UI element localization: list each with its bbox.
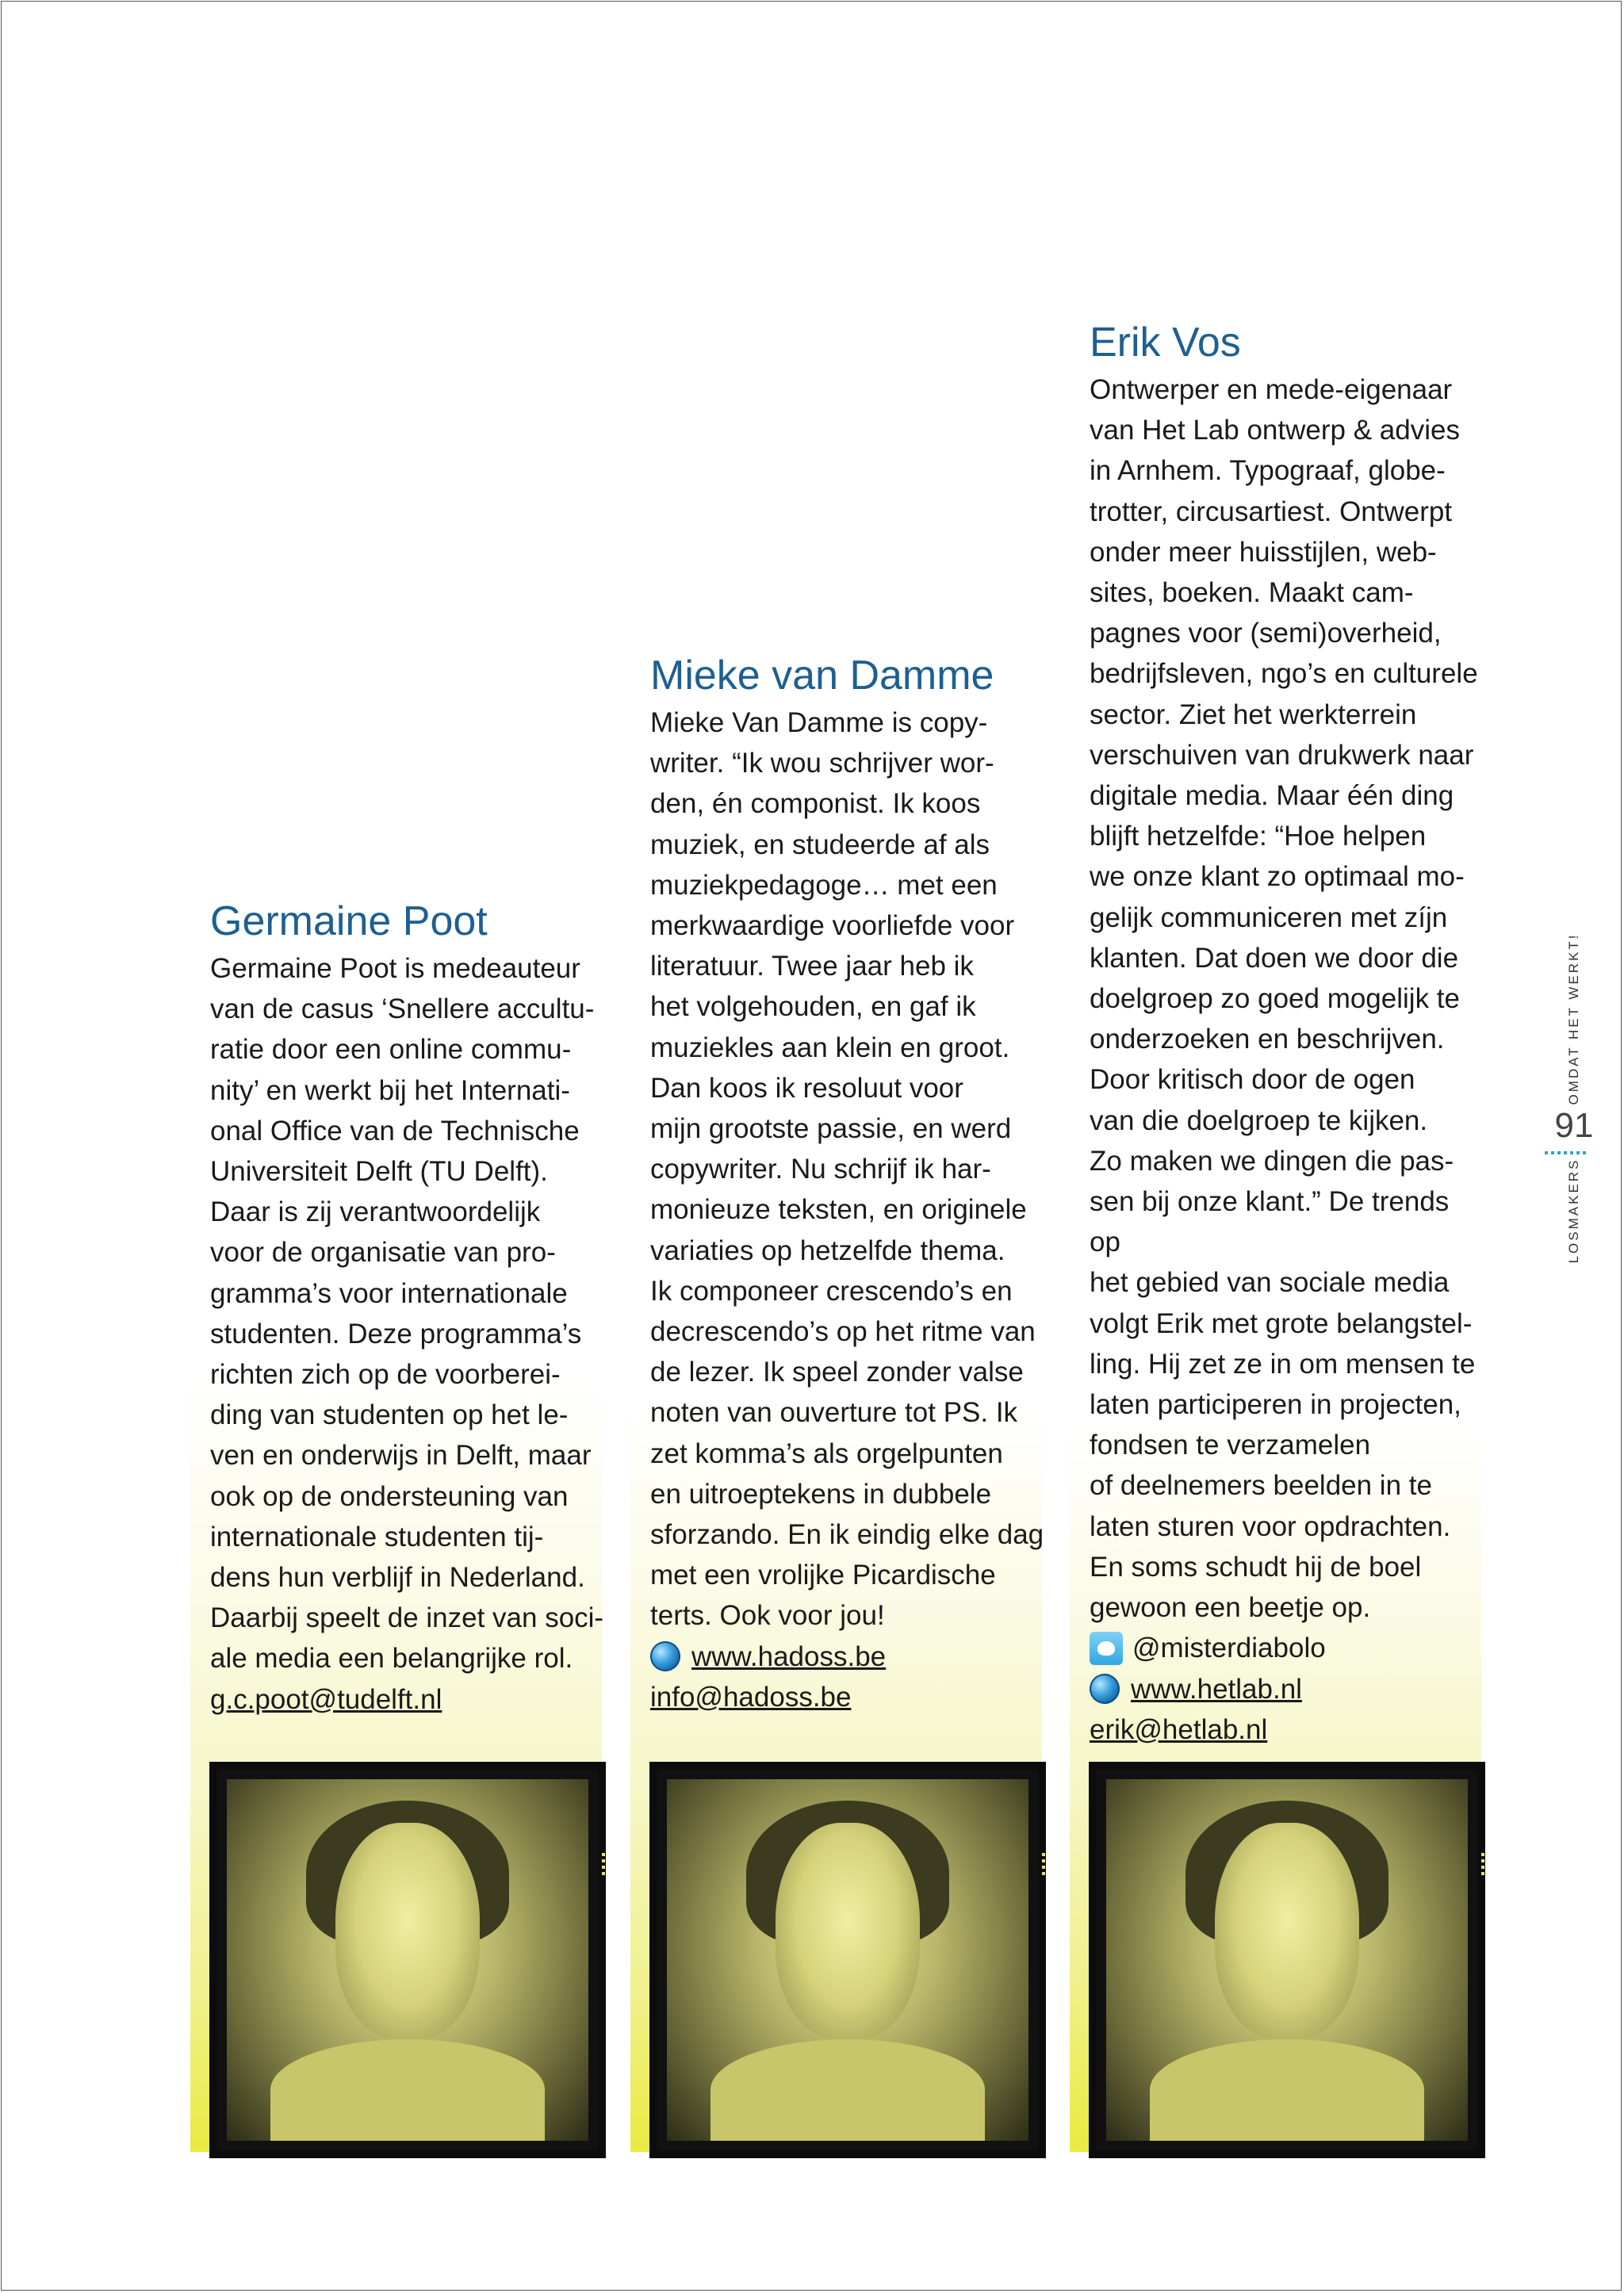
email-link[interactable]: info@hadoss.be	[650, 1681, 852, 1713]
profile-text	[210, 896, 607, 1720]
website-line	[650, 1636, 1047, 1677]
email-link[interactable]: g.c.poot@tudelft.nl	[210, 1683, 442, 1715]
globe-icon	[650, 1641, 680, 1671]
profile-bio: Ontwerper en mede-eigenaar van Het Lab ontwerp & advies in Arnhem. Typograaf, globe- trotter, circusartiest. Ontwerpt onder meer huisstijlen, web- sites, boeken. Maakt cam- pagnes voor (semi)overheid, bedrijfsleven, ngo’s en culturele sector. Ziet het werkterrein verschuiven van drukwerk naar digitale media. Maar één ding blijft hetzelfde: “Hoe helpen we onze klant zo optimaal mo- gelijk communiceren met zíjn klanten. Dat doen we door die doelgroep zo goed mogelijk te onderzoeken en beschrijven. Door kritisch door de ogen van die doelgroep te kijken. Zo maken we dingen die pas- sen bij onze klant.” De trends op het gebied van sociale media volgt Erik met grote belangstel- ling. Hij zet ze in om mensen te laten participeren in projecten, fondsen te verzamelen of deelnemers beelden in te laten sturen voor opdrachten. En soms schudt hij de boel gewoon een beetje op.	[1090, 374, 1478, 1624]
profile-photo	[1089, 1762, 1485, 2158]
photo-face	[1215, 1823, 1359, 2040]
globe-icon	[1090, 1674, 1120, 1704]
section-label-top	[1565, 932, 1584, 1105]
twitter-line	[1090, 1628, 1486, 1668]
profile-text	[1090, 317, 1486, 1750]
page-number: 91	[1554, 1106, 1594, 1145]
website-line	[1090, 1669, 1486, 1709]
frame-perforation	[602, 1853, 605, 1875]
profile-photo	[209, 1762, 606, 2158]
photo-image	[667, 1779, 1028, 2141]
photo-body	[1150, 2039, 1425, 2141]
profile-column-germaine-poot	[190, 896, 602, 2152]
photo-body	[270, 2039, 546, 2141]
email-link[interactable]: erik@hetlab.nl	[1090, 1713, 1268, 1745]
photo-face	[335, 1823, 480, 2040]
profile-text	[650, 650, 1047, 1717]
frame-perforation	[1481, 1853, 1484, 1875]
profile-column-mieke-van-damme	[630, 650, 1042, 2152]
email-line	[1090, 1709, 1486, 1750]
section-subtitle: LOSMAKERS	[1566, 1158, 1581, 1264]
photo-body	[710, 2039, 986, 2141]
profile-photo	[649, 1762, 1046, 2158]
email-line	[650, 1677, 1047, 1717]
profile-name: Mieke van Damme	[650, 653, 994, 699]
twitter-handle[interactable]: @misterdiabolo	[1132, 1633, 1326, 1664]
photo-image	[227, 1779, 588, 2141]
photo-image	[1106, 1779, 1468, 2141]
profile-bio: Mieke Van Damme is copy- writer. “Ik wou schrijver wor- den, én componist. Ik koos muziek, en studeerde af als muziekpedagoge… met een merkwaardige voorliefde voor literatuur. Twee jaar heb ik het volgehouden, en gaf ik muziekles aan klein en groot. Dan koos ik resoluut voor mijn grootste passie, en werd copywriter. Nu schrijf ik har- monieuze teksten, en originele variaties op hetzelfde thema. Ik componeer crescendo’s en decrescendo’s op het ritme van de lezer. Ik speel zonder valse noten van ouverture tot PS. Ik zet komma’s als orgelpunten en uitroeptekens in dubbele sforzando. En ik eindig elke dag met een vrolijke Picardische terts. Ook voor jou!	[650, 707, 1044, 1632]
section-title: OMDAT HET WERKT!	[1566, 932, 1581, 1105]
profile-name: Germaine Poot	[210, 898, 488, 944]
profile-name: Erik Vos	[1090, 320, 1241, 366]
photo-face	[776, 1823, 920, 2040]
website-link[interactable]: www.hetlab.nl	[1131, 1673, 1302, 1705]
profile-column-erik-vos	[1070, 317, 1481, 2152]
frame-perforation	[1042, 1853, 1045, 1875]
page-number-dots	[1545, 1151, 1586, 1154]
email-line	[210, 1679, 607, 1720]
website-link[interactable]: www.hadoss.be	[691, 1640, 887, 1672]
section-label-bottom	[1565, 1159, 1584, 1262]
profile-bio: Germaine Poot is medeauteur van de casus ‘Snellere accultu- ratie door een online commu- nity’ en werkt bij het Internati- onal Office van de Technische Universiteit Delft (TU Delft). Daar is zij verantwoordelijk voor de organisatie van pro- gramma’s voor internationale studenten. Deze programma’s richten zich op de voorberei- ding van studenten op het le- ven en onderwijs in Delft, maar ook op de ondersteuning van internationale studenten tij- dens hun verblijf in Nederland. Daarbij speelt de inzet van soci- ale media een belangrijke rol.	[210, 953, 604, 1675]
twitter-icon	[1090, 1632, 1123, 1665]
